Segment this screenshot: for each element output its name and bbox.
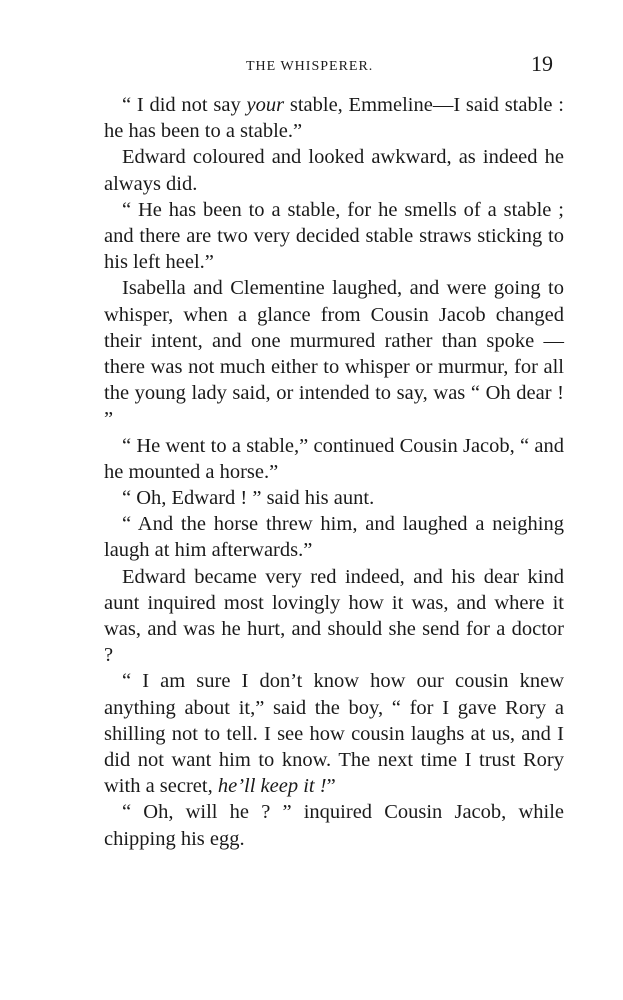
paragraph	[104, 511, 564, 563]
running-title: THE WHISPERER.	[246, 59, 374, 74]
text-segment: “ He went to a stable,” continued Cousin Jacob, “ and he mounted a horse.”	[104, 434, 564, 483]
paragraph	[104, 799, 564, 851]
paragraph	[104, 668, 564, 799]
text-segment: “ And the horse threw him, and laughed a neighing laugh at him afterwards.”	[104, 513, 564, 562]
text-segment: “ Oh, Edward ! ” said his aunt.	[122, 487, 375, 510]
paragraph	[104, 197, 564, 276]
emphasis-text: your	[246, 94, 285, 116]
body-text	[104, 92, 564, 852]
text-segment: “ I did not say	[122, 94, 247, 116]
paragraph	[104, 92, 564, 144]
paragraph	[104, 433, 564, 485]
text-segment: ”	[326, 775, 336, 798]
text-segment: “ Oh, will he ? ” inquired Cousin Jacob, while chipping his egg.	[104, 801, 564, 850]
text-segment: Edward became very red indeed, and his dear kind aunt inquired most lovingly how it was, and where it was, and was he hurt, and should she send for a doctor ?	[104, 565, 564, 667]
paragraph	[104, 564, 564, 669]
emphasis-text: he’ll keep it !	[217, 775, 327, 798]
paragraph	[104, 485, 564, 511]
text-segment: stable, Emmeline—I said stable : he has been to a stable.”	[104, 94, 564, 143]
text-segment: Isabella and Clementine laughed, and were going to whisper, when a glance from Cousin Jacob changed their intent, and one murmured rather than spoke — there was not much either to whisper or murmur, for all the young lady said, or intended to say, was “ Oh dear ! ”	[104, 277, 564, 431]
text-segment: “ He has been to a stable, for he smells of a stable ; and there are two very decided stable straws sticking to his left heel.”	[104, 198, 564, 274]
paragraph	[104, 144, 564, 196]
text-segment: “ I am sure I don’t know how our cousin knew anything about it,” said the boy, “ for I gave Rory a shilling not to tell. I see how cousin laughs at us, and I did not want him to know. The next time I trust Rory with a secret,	[104, 670, 564, 798]
page-number: 19	[531, 51, 553, 76]
paragraph	[104, 275, 564, 432]
text-segment: Edward coloured and looked awkward, as indeed he always did.	[104, 146, 564, 195]
